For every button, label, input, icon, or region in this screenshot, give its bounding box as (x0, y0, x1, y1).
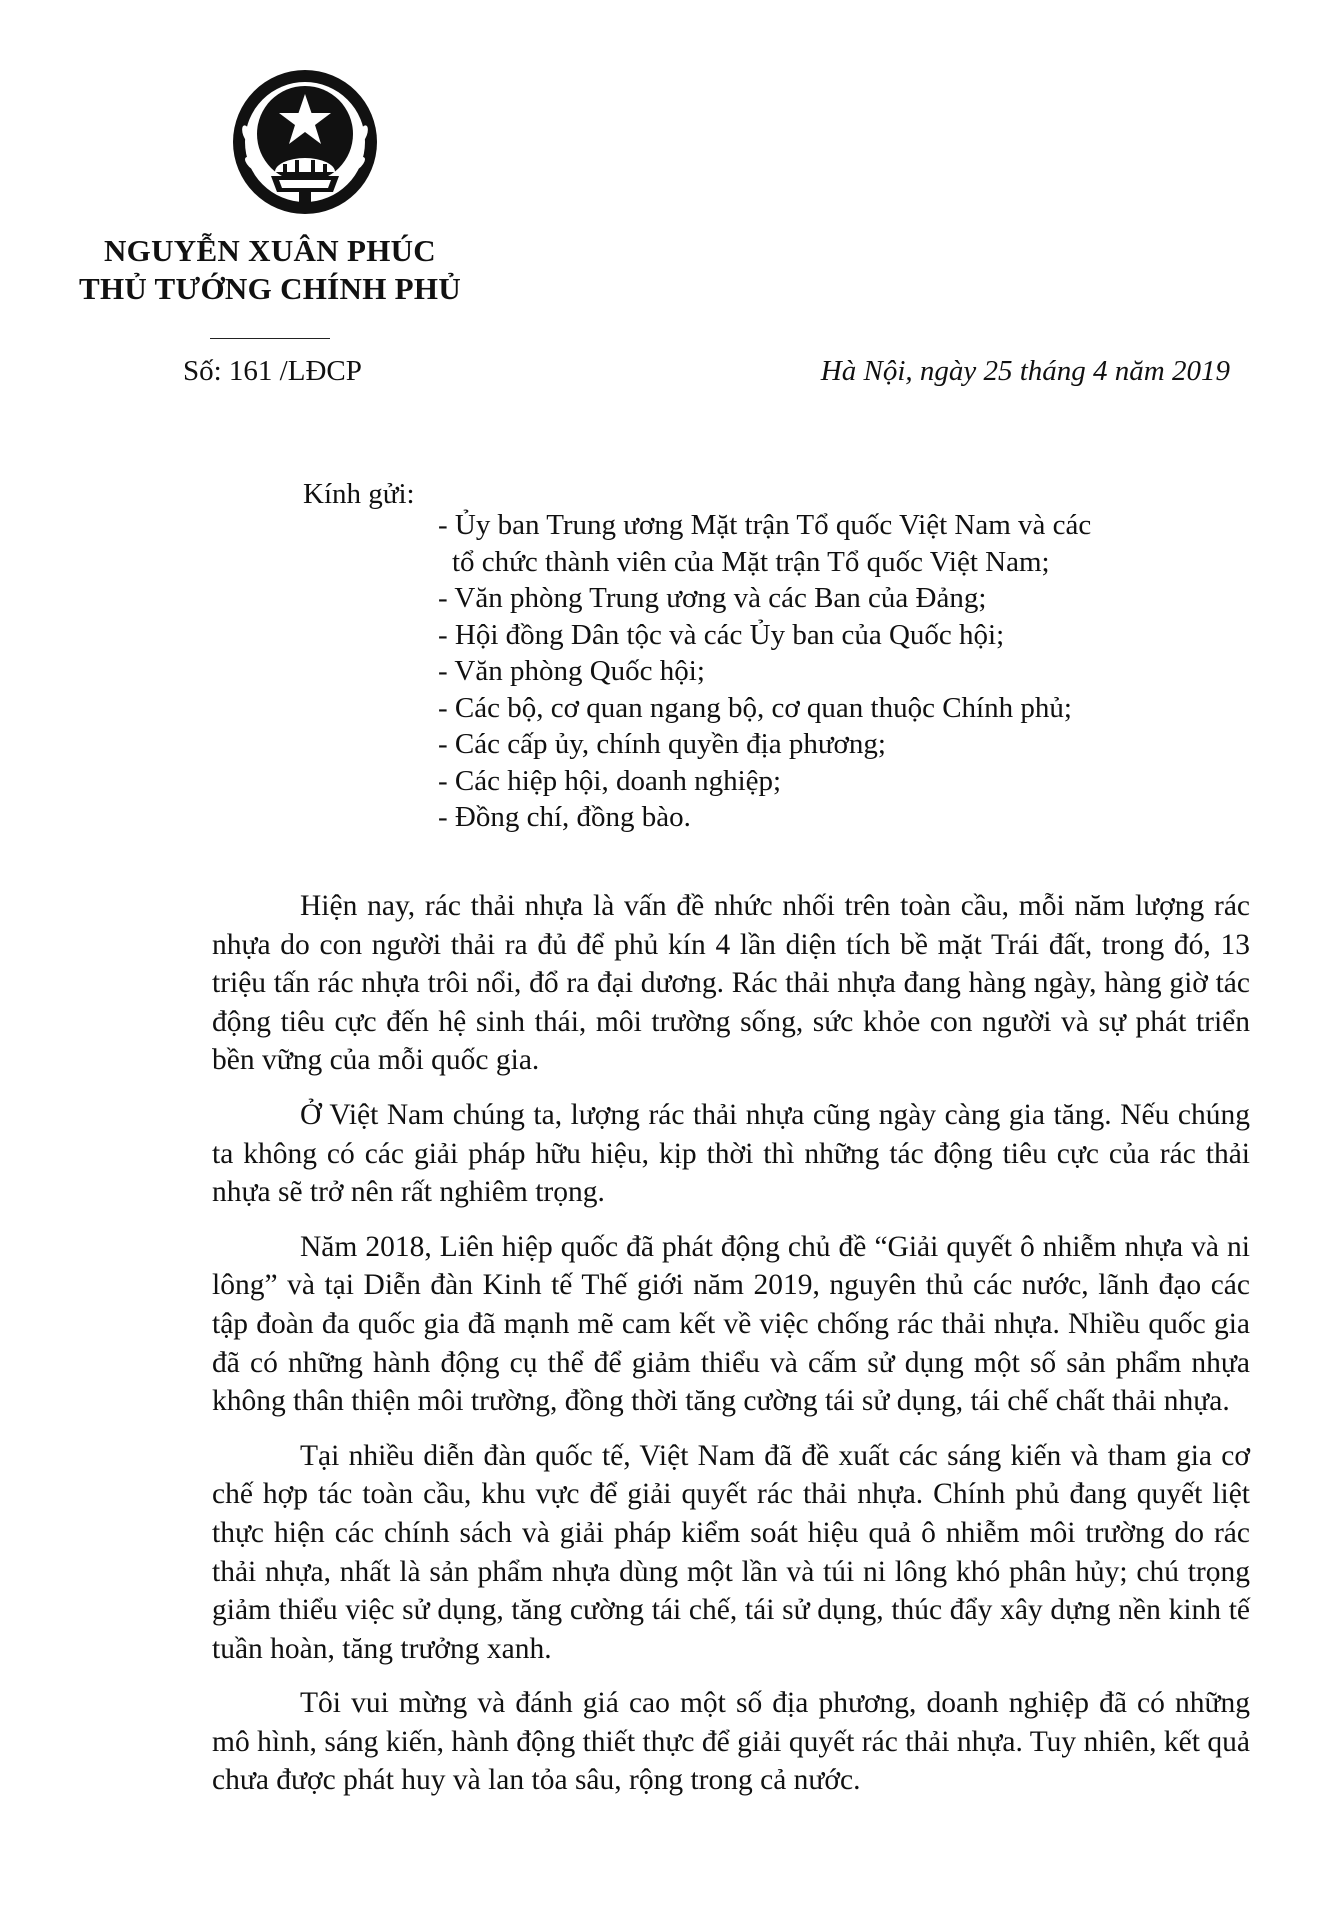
place-date: Hà Nội, ngày 25 tháng 4 năm 2019 (820, 355, 1230, 387)
recipient-item: - Các cấp ủy, chính quyền địa phương; (438, 728, 886, 760)
recipient-item: - Các bộ, cơ quan ngang bộ, cơ quan thuộc Chính phủ; (438, 691, 1072, 724)
issuer-title: THỦ TƯỚNG CHÍNH PHỦ (78, 271, 462, 306)
recipient-item: - Hội đồng Dân tộc và các Ủy ban của Quốc hội; (438, 618, 1005, 651)
body-paragraph: Hiện nay, rác thải nhựa là vấn đề nhức nhối trên toàn cầu, mỗi năm lượng rác nhựa do con người thải ra đủ để phủ kín 4 lần diện tích bề mặt Trái đất, trong đó, 13 triệu tấn rác nhựa trôi nổi, đổ ra đại dương. Rác thải nhựa đang hàng ngày, hàng giờ tác động tiêu cực đến hệ sinh thái, môi trường sống, sức khỏe con người và sự phát triển bền vững của mỗi quốc gia. (212, 890, 1250, 1077)
recipient-item: - Văn phòng Trung ương và các Ban của Đảng; (438, 582, 987, 614)
recipient-item: - Văn phòng Quốc hội; (438, 655, 705, 687)
issuer-name: NGUYỄN XUÂN PHÚC (103, 233, 436, 268)
body-paragraph: Tại nhiều diễn đàn quốc tế, Việt Nam đã đề xuất các sáng kiến và tham gia cơ chế hợp tác toàn cầu, khu vực để giải quyết rác thải nhựa. Chính phủ đang quyết liệt thực hiện các chính sách và giải pháp kiểm soát hiệu quả ô nhiễm môi trường do rác thải nhựa, nhất là sản phẩm nhựa dùng một lần và túi ni lông khó phân hủy; chú trọng giảm thiểu việc sử dụng, tăng cường tái chế, tái sử dụng, thúc đẩy xây dựng nền kinh tế tuần hoàn, tăng trưởng xanh. (212, 1439, 1250, 1665)
recipient-item: - Các hiệp hội, doanh nghiệp; (438, 764, 782, 797)
recipient-item: - Đồng chí, đồng bào. (438, 801, 691, 833)
recipient-item: - Ủy ban Trung ương Mặt trận Tổ quốc Việt Nam và các (438, 509, 1092, 541)
body-paragraph: Năm 2018, Liên hiệp quốc đã phát động chủ đề “Giải quyết ô nhiễm nhựa và ni lông” và tại Diễn đàn Kinh tế Thế giới năm 2019, nguyên thủ các nước, lãnh đạo các tập đoàn đa quốc gia đã mạnh mẽ cam kết về việc chống rác thải nhựa. Nhiều quốc gia đã có những hành động cụ thể để giảm thiểu và cấm sử dụng một số sản phẩm nhựa không thân thiện môi trường, đồng thời tăng cường tái sử dụng, tái chế chất thải nhựa. (212, 1230, 1250, 1418)
header-divider (210, 338, 330, 339)
body-paragraph: Ở Việt Nam chúng ta, lượng rác thải nhựa cũng ngày càng gia tăng. Nếu chúng ta không có các giải pháp hữu hiệu, kịp thời thì những tác động tiêu cực của rác thải nhựa sẽ trở nên rất nghiêm trọng. (212, 1098, 1250, 1209)
letter-body (212, 887, 1250, 1816)
recipient-list (438, 507, 1258, 836)
body-paragraph: Tôi vui mừng và đánh giá cao một số địa phương, doanh nghiệp đã có những mô hình, sáng kiến, hành động thiết thực để giải quyết rác thải nhựa. Tuy nhiên, kết quả chưa được phát huy và lan tỏa sâu, rộng trong cả nước. (212, 1687, 1250, 1797)
recipient-item: tổ chức thành viên của Mặt trận Tổ quốc Việt Nam; (452, 545, 1050, 578)
national-emblem-icon (225, 64, 385, 224)
salutation: Kính gửi: (303, 478, 415, 510)
document-number: Số: 161 /LĐCP (183, 355, 362, 387)
issuer-header (60, 232, 480, 339)
